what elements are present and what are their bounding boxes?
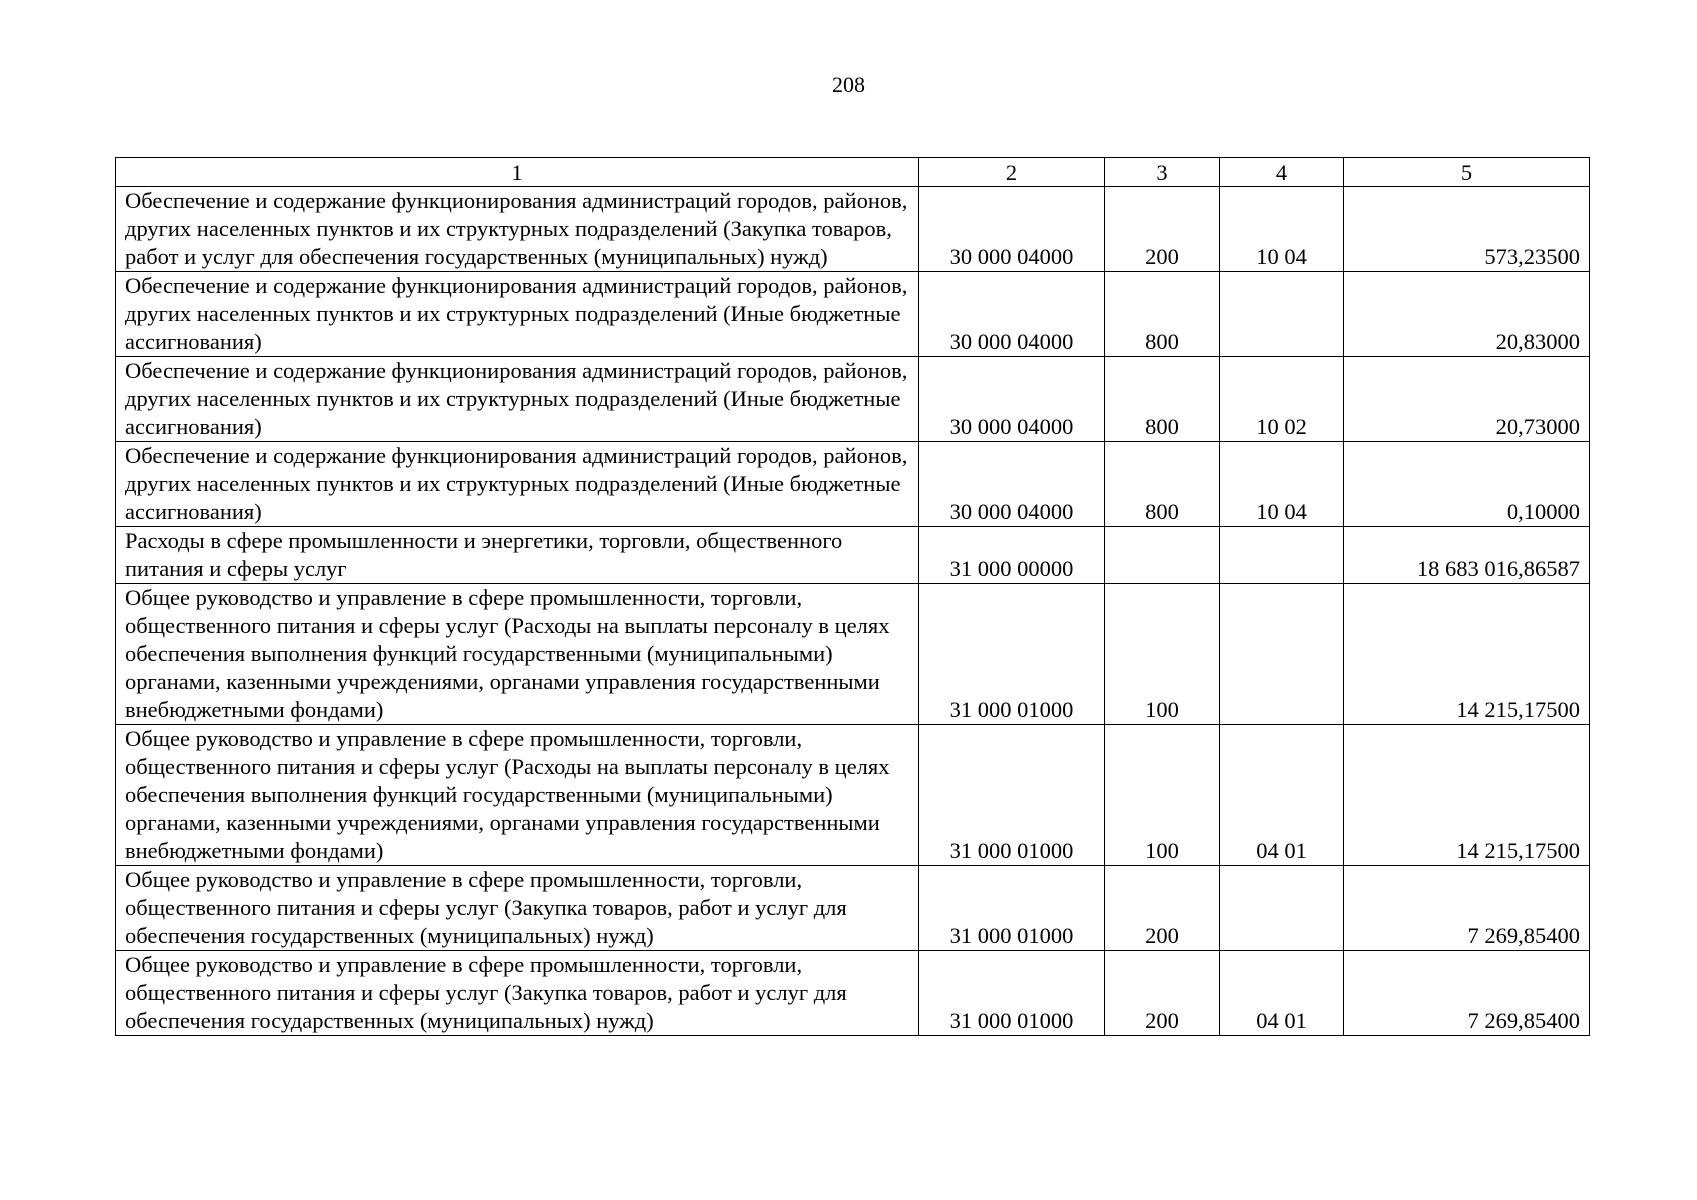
table-row [116, 527, 1590, 584]
row-name-cell: Общее руководство и управление в сфере промышленности, торговли, общественного питания и сферы услуг (Закупка товаров, работ и услуг для обеспечения государственных (муниципальных) нужд) [116, 951, 919, 1036]
row-type-cell: 800 [1105, 272, 1220, 357]
row-name-cell: Расходы в сфере промышленности и энергетики, торговли, общественного питания и сферы услуг [116, 527, 919, 584]
row-section-cell: 04 01 [1220, 951, 1344, 1036]
row-sum-cell: 0,10000 [1344, 442, 1590, 527]
table-row [116, 725, 1590, 866]
row-sum-cell: 18 683 016,86587 [1344, 527, 1590, 584]
table-row [116, 187, 1590, 272]
table-header-row [116, 158, 1590, 187]
table-row [116, 584, 1590, 725]
row-type-cell: 200 [1105, 187, 1220, 272]
row-type-cell [1105, 527, 1220, 584]
row-sum-cell: 20,73000 [1344, 357, 1590, 442]
row-name-cell: Общее руководство и управление в сфере промышленности, торговли, общественного питания и сферы услуг (Расходы на выплаты персоналу в целях обеспечения выполнения функций государственными (муниципальными) органами, казенными учреждениями, органами управления государственными внебюджетными фондами) [116, 584, 919, 725]
row-code-cell: 31 000 01000 [919, 866, 1105, 951]
column-header-2: 2 [919, 158, 1105, 187]
row-code-cell: 30 000 04000 [919, 357, 1105, 442]
row-code-cell: 31 000 01000 [919, 725, 1105, 866]
row-section-cell [1220, 527, 1344, 584]
column-header-3: 3 [1105, 158, 1220, 187]
row-code-cell: 31 000 01000 [919, 584, 1105, 725]
row-type-cell: 100 [1105, 725, 1220, 866]
row-type-cell: 100 [1105, 584, 1220, 725]
row-sum-cell: 7 269,85400 [1344, 866, 1590, 951]
row-section-cell [1220, 272, 1344, 357]
row-sum-cell: 573,23500 [1344, 187, 1590, 272]
row-name-cell: Общее руководство и управление в сфере промышленности, торговли, общественного питания и сферы услуг (Закупка товаров, работ и услуг для обеспечения государственных (муниципальных) нужд) [116, 866, 919, 951]
budget-table [115, 157, 1590, 1036]
row-section-cell: 10 04 [1220, 187, 1344, 272]
row-sum-cell: 14 215,17500 [1344, 584, 1590, 725]
row-type-cell: 800 [1105, 442, 1220, 527]
row-name-cell: Обеспечение и содержание функционирования администраций городов, районов, других населенных пунктов и их структурных подразделений (Закупка товаров, работ и услуг для обеспечения государственных (муниципальных) нужд) [116, 187, 919, 272]
column-header-1: 1 [116, 158, 919, 187]
row-type-cell: 200 [1105, 951, 1220, 1036]
row-sum-cell: 7 269,85400 [1344, 951, 1590, 1036]
column-header-5: 5 [1344, 158, 1590, 187]
row-name-cell: Обеспечение и содержание функционирования администраций городов, районов, других населенных пунктов и их структурных подразделений (Иные бюджетные ассигнования) [116, 442, 919, 527]
row-section-cell [1220, 866, 1344, 951]
row-sum-cell: 14 215,17500 [1344, 725, 1590, 866]
row-section-cell: 10 04 [1220, 442, 1344, 527]
row-type-cell: 200 [1105, 866, 1220, 951]
page-number: 208 [832, 72, 865, 97]
table-row [116, 442, 1590, 527]
row-code-cell: 31 000 00000 [919, 527, 1105, 584]
row-name-cell: Обеспечение и содержание функционирования администраций городов, районов, других населенных пунктов и их структурных подразделений (Иные бюджетные ассигнования) [116, 272, 919, 357]
row-name-cell: Общее руководство и управление в сфере промышленности, торговли, общественного питания и сферы услуг (Расходы на выплаты персоналу в целях обеспечения выполнения функций государственными (муниципальными) органами, казенными учреждениями, органами управления государственными внебюджетными фондами) [116, 725, 919, 866]
table-row [116, 951, 1590, 1036]
row-type-cell: 800 [1105, 357, 1220, 442]
row-sum-cell: 20,83000 [1344, 272, 1590, 357]
table-row [116, 866, 1590, 951]
row-section-cell [1220, 584, 1344, 725]
row-code-cell: 30 000 04000 [919, 442, 1105, 527]
row-name-cell: Обеспечение и содержание функционирования администраций городов, районов, других населенных пунктов и их структурных подразделений (Иные бюджетные ассигнования) [116, 357, 919, 442]
row-section-cell: 04 01 [1220, 725, 1344, 866]
table-row [116, 272, 1590, 357]
row-code-cell: 30 000 04000 [919, 272, 1105, 357]
row-section-cell: 10 02 [1220, 357, 1344, 442]
row-code-cell: 31 000 01000 [919, 951, 1105, 1036]
row-code-cell: 30 000 04000 [919, 187, 1105, 272]
column-header-4: 4 [1220, 158, 1344, 187]
table-row [116, 357, 1590, 442]
